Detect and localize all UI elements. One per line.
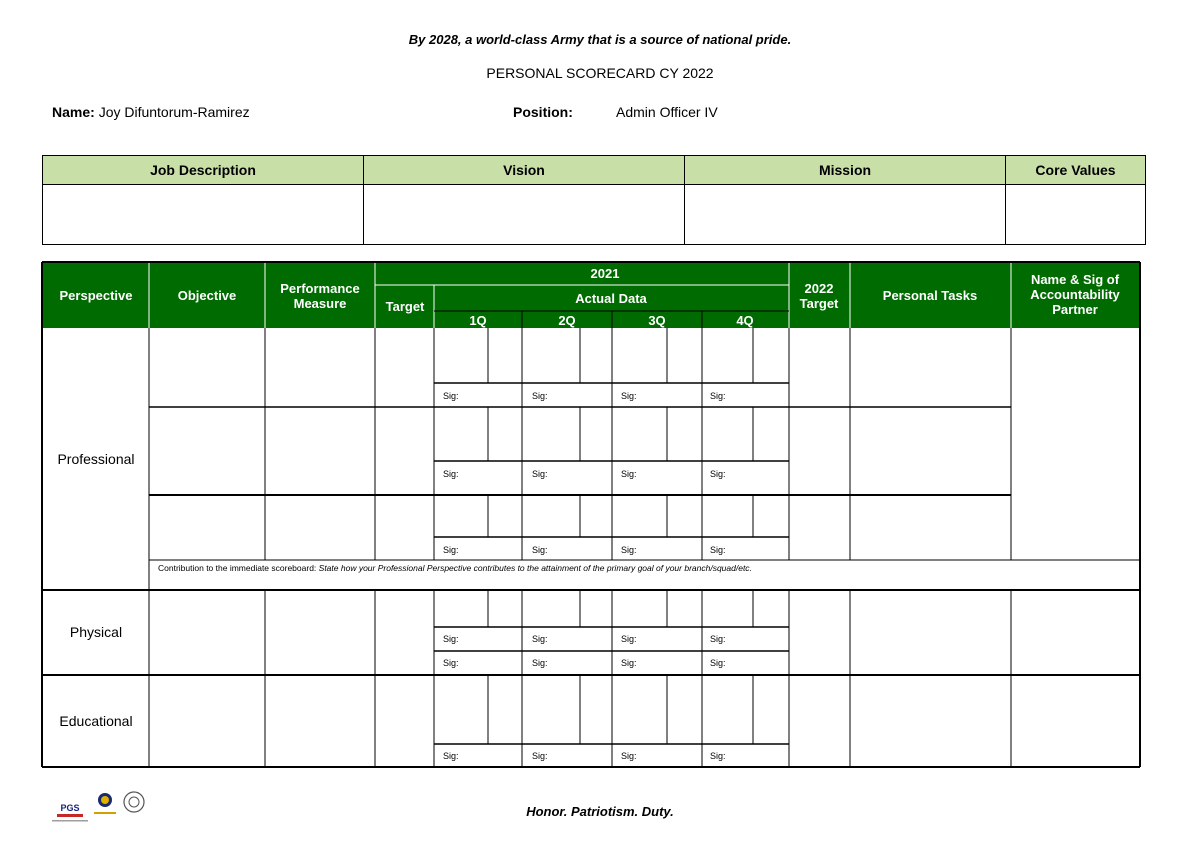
personal-tasks-header: Personal Tasks <box>882 288 978 303</box>
body-grid <box>42 262 1140 767</box>
mission-header: Mission <box>685 156 1006 185</box>
sig-label-phys-1-q1: Sig: <box>443 634 459 644</box>
sig-label-edu-q1: Sig: <box>443 751 459 761</box>
name-value: Joy Difuntorum-Ramirez <box>98 104 250 120</box>
contribution-prefix: Contribution to the immediate scoreboard: <box>158 563 317 573</box>
performance-measure-header: Performance Measure <box>280 281 360 311</box>
sig-label-prof-3-q4: Sig: <box>710 545 726 555</box>
position-label: Position: <box>513 104 573 120</box>
sig-label-phys-2-q1: Sig: <box>443 658 459 668</box>
sig-label-phys-2-q2: Sig: <box>532 658 548 668</box>
target-2022-header: 2022 Target <box>799 281 839 311</box>
q3-header: 3Q <box>648 313 666 328</box>
perspective-professional: Professional <box>57 451 135 467</box>
sig-label-prof-2-q3: Sig: <box>621 469 637 479</box>
sig-label-phys-1-q4: Sig: <box>710 634 726 644</box>
perspective-header: Perspective <box>59 288 133 303</box>
sig-label-prof-2-q2: Sig: <box>532 469 548 479</box>
name-label: Name: <box>52 104 95 120</box>
sig-label-prof-1-q2: Sig: <box>532 391 548 401</box>
sig-label-prof-1-q3: Sig: <box>621 391 637 401</box>
contribution-note <box>158 563 752 573</box>
actual-data-header: Actual Data <box>575 291 647 306</box>
target-header: Target <box>385 299 425 314</box>
objective-header: Objective <box>177 288 237 303</box>
sig-label-prof-1-q1: Sig: <box>443 391 459 401</box>
footer-motto: Honor. Patriotism. Duty. <box>526 804 674 819</box>
contribution-italic: State how your Professional Perspective contributes to the attainment of the primary goal of your branch/squad/etc. <box>318 563 752 573</box>
sig-label-prof-3-q1: Sig: <box>443 545 459 555</box>
sig-label-prof-2-q4: Sig: <box>710 469 726 479</box>
sig-label-prof-2-q1: Sig: <box>443 469 459 479</box>
sig-label-edu-q2: Sig: <box>532 751 548 761</box>
sig-label-prof-1-q4: Sig: <box>710 391 726 401</box>
page-title: PERSONAL SCORECARD CY 2022 <box>486 65 714 81</box>
q2-header: 2Q <box>558 313 576 328</box>
sig-label-edu-q4: Sig: <box>710 751 726 761</box>
accountability-header: Name & Sig of Accountability Partner <box>1030 272 1120 317</box>
position-value: Admin Officer IV <box>616 104 718 120</box>
sig-label-prof-3-q3: Sig: <box>621 545 637 555</box>
perspective-educational: Educational <box>59 713 133 729</box>
svg-text:PGS: PGS <box>60 803 80 813</box>
core-values-header: Core Values <box>1006 156 1146 185</box>
q1-header: 1Q <box>469 313 487 328</box>
sig-label-phys-1-q3: Sig: <box>621 634 637 644</box>
vision-header: Vision <box>364 156 685 185</box>
sig-label-phys-2-q4: Sig: <box>710 658 726 668</box>
job-description-header: Job Description <box>43 156 364 185</box>
sig-label-edu-q3: Sig: <box>621 751 637 761</box>
perspective-physical: Physical <box>69 624 123 640</box>
q4-header: 4Q <box>736 313 754 328</box>
sig-label-phys-2-q3: Sig: <box>621 658 637 668</box>
sig-label-prof-3-q2: Sig: <box>532 545 548 555</box>
tagline: By 2028, a world-class Army that is a source of national pride. <box>408 32 792 47</box>
sig-label-phys-1-q2: Sig: <box>532 634 548 644</box>
year-2021-header: 2021 <box>590 266 620 281</box>
